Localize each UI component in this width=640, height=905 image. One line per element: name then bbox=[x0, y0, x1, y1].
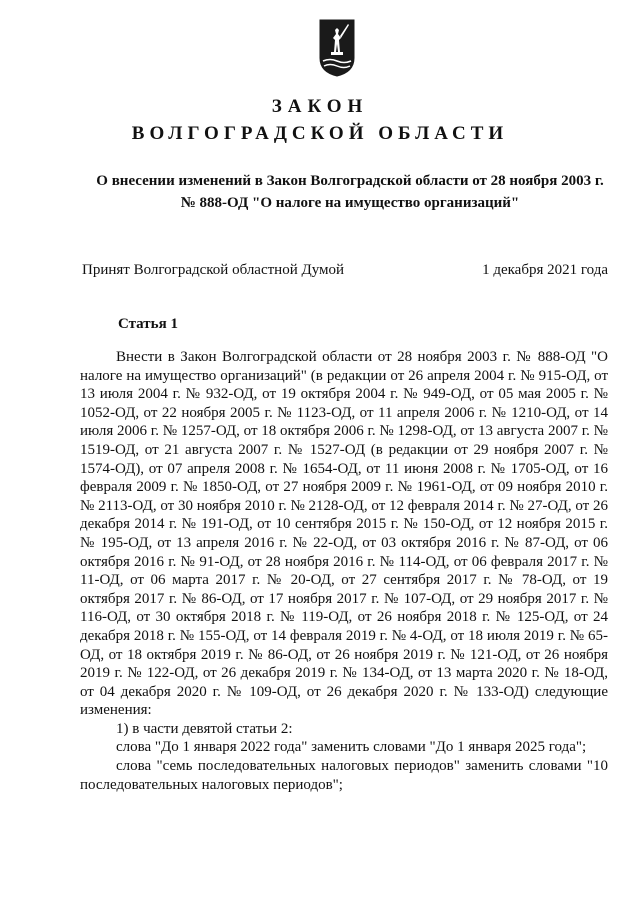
law-subject bbox=[60, 170, 640, 214]
article-item-1: 1) в части девятой статьи 2: bbox=[116, 720, 293, 737]
article-change-1: слова "До 1 января 2022 года" заменить словами "До 1 января 2025 года"; bbox=[116, 739, 587, 756]
article-heading: Статья 1 bbox=[118, 316, 178, 332]
adopted-by: Принят Волгоградской областной Думой bbox=[82, 262, 345, 278]
article-body bbox=[80, 348, 608, 794]
article-intro-paragraph: Внести в Закон Волгоградской области от 28 ноября 2003 г. № 888-ОД "О налоге на имущество организаций" (в редакции от 26 апреля 2004 г. № 915-ОД, от 13 июля 2004 г. № 932-ОД, от 19 октября 2004 г. № 949-ОД, от 05 мая 2005 г. № 1052-ОД, от 22 ноября 2005 г. № 1123-ОД, от 11 апреля 2006 г. № 1210-ОД, от 14 июля 2006 г. № 1257-ОД, от 18 октября 2006 г. № 1298-ОД, от 13 августа 2007 г. № 1519-ОД, от 21 августа 2007 г. № 1527-ОД (в редакции от 29 ноября 2007 г. № 1574-ОД), от 07 апреля 2008 г. № 1654-ОД, от 11 июня 2008 г. № 1705-ОД, от 16 февраля 2009 г. № 1850-ОД, от 27 ноября 2009 г. № 1961-ОД, от 09 ноября 2010 г. № 2113-ОД, от 30 ноября 2010 г. № 2128-ОД, от 12 февраля 2014 г. № 27-ОД, от 26 декабря 2014 г. № 191-ОД, от 10 сентября 2015 г. № 150-ОД, от 12 ноября 2015 г. № 195-ОД, от 13 апреля 2016 г. № 22-ОД, от 03 октября 2016 г. № 87-ОД, от 06 октября 2016 г. № 91-ОД, от 28 ноября 2016 г. № 114-ОД, от 06 февраля 2017 г. № 11-ОД, от 06 марта 2017 г. № 20-ОД, от 27 сентября 2017 г. № 78-ОД, от 19 октября 2017 г. № 86-ОД, от 17 ноября 2017 г. № 107-ОД, от 29 ноября 2017 г. № 116-ОД, от 30 октября 2018 г. № 119-ОД, от 26 ноября 2018 г. № 125-ОД, от 24 декабря 2018 г. № 155-ОД, от 14 февраля 2019 г. № 4-ОД, от 18 июля 2019 г. № 65-ОД, от 18 октября 2019 г. № 86-ОД, от 26 ноября 2019 г. № 121-ОД, от 26 ноября 2019 г. № 122-ОД, от 26 декабря 2019 г. № 134-ОД, от 13 марта 2020 г. № 18-ОД, от 04 декабря 2020 г. № 109-ОД, от 26 декабря 2020 г. № 133-ОД) следующие изменения: bbox=[80, 349, 608, 719]
law-subject-line-2: № 888-ОД "О налоге на имущество организаций" bbox=[180, 195, 520, 211]
law-subject-line-1: О внесении изменений в Закон Волгоградской области от 28 ноября 2003 г. bbox=[96, 173, 604, 189]
volgograd-coat-of-arms-icon bbox=[318, 18, 356, 78]
adoption-row bbox=[82, 262, 608, 279]
article-change-2: слова "семь последовательных налоговых периодов" заменить словами "10 последовательных налоговых периодов"; bbox=[80, 758, 608, 793]
document-type-title: ЗАКОН bbox=[271, 96, 369, 117]
adoption-date: 1 декабря 2021 года bbox=[482, 262, 608, 278]
region-title: ВОЛГОГРАДСКОЙ ОБЛАСТИ bbox=[131, 123, 509, 144]
